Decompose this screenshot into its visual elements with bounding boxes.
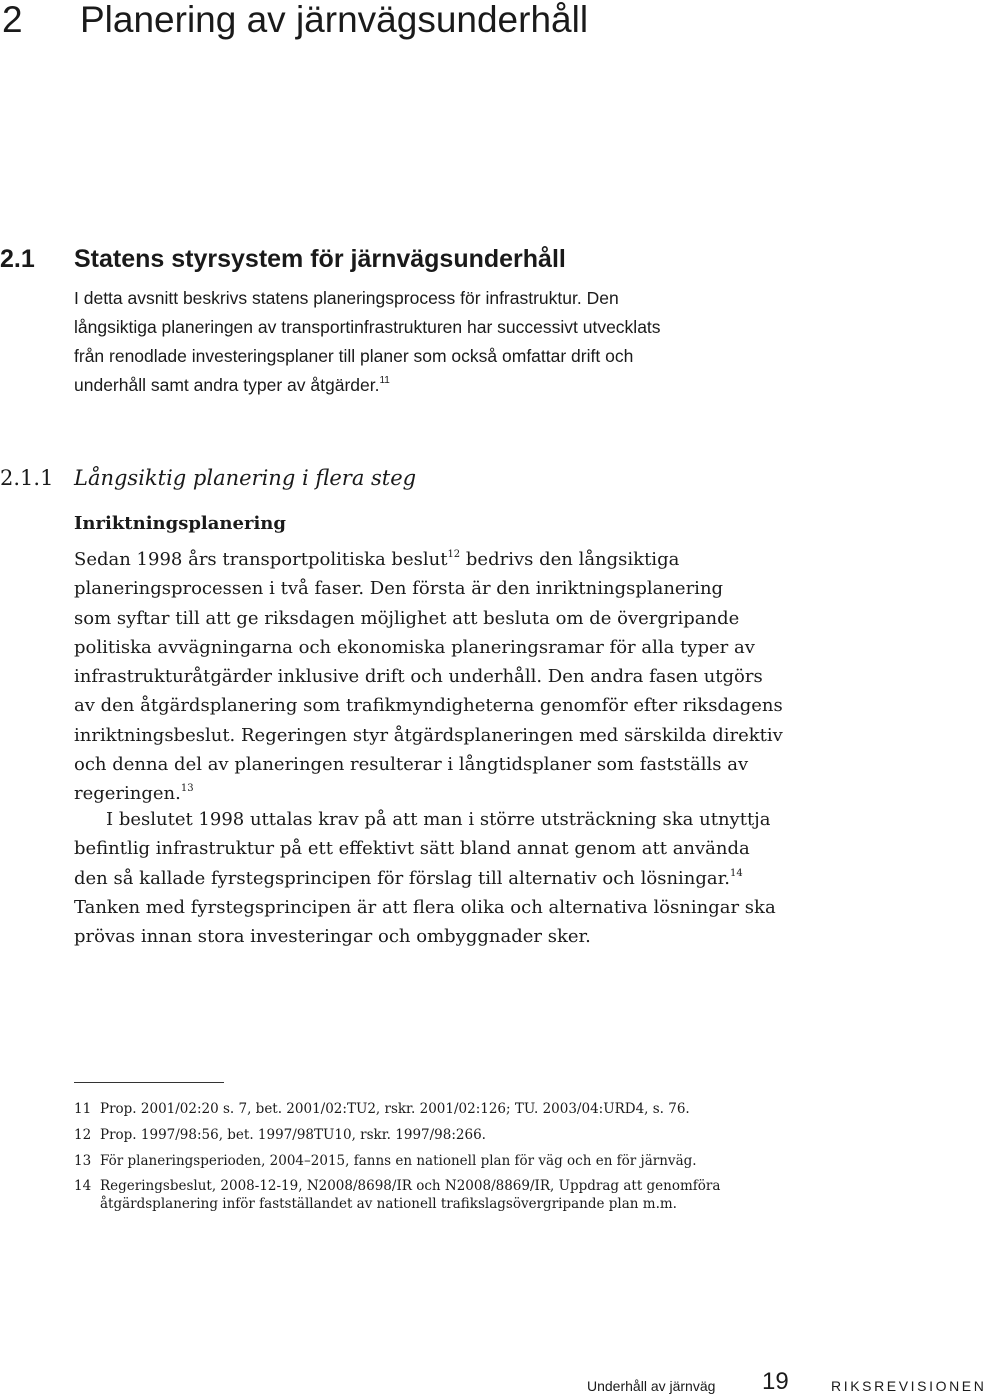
- text-line: från renodlade investeringsplaner till planer som också omfattar drift och: [74, 346, 634, 366]
- text-line: och denna del av planeringen resulterar i långtidsplaner som fastställs av: [74, 754, 749, 776]
- footnote-divider: [74, 1082, 224, 1083]
- section-title: Statens styrsystem för järnvägsunderhåll: [74, 245, 566, 273]
- subsection-title: Långsiktig planering i flera steg: [74, 466, 417, 490]
- text-line: åtgärdsplanering inför fastställandet av nationell trafikslagsövergripande plan m.m.: [100, 1196, 677, 1212]
- text-span: Sedan 1998 års transportpolitiska beslut: [74, 549, 448, 570]
- footnote-number: 14: [74, 1178, 92, 1194]
- text-line: inriktningsbeslut. Regeringen styr åtgärdsplaneringen med särskilda direktiv: [74, 724, 783, 746]
- text-span: den så kallade fyrstegsprincipen för förslag till alternativ och lösningar.: [74, 867, 730, 889]
- text-line: I beslutet 1998 uttalas krav på att man i större utsträckning ska utnyttja: [106, 809, 771, 830]
- footnote-number: 12: [74, 1127, 92, 1143]
- text-line: Prop. 1997/98:56, bet. 1997/98TU10, rskr. 1997/98:266.: [100, 1127, 486, 1143]
- run-in-heading: Inriktningsplanering: [74, 513, 286, 534]
- footnote-ref[interactable]: 11: [379, 375, 390, 386]
- text-span: bedrivs den långsiktiga: [460, 549, 680, 570]
- footnote-text: [100, 1152, 697, 1170]
- text-line: I detta avsnitt beskrivs statens planeringsprocess för infrastruktur. Den: [74, 288, 619, 308]
- body-paragraph-2: [74, 805, 944, 951]
- footer-document-title: Underhåll av järnväg: [587, 1378, 716, 1394]
- footnote-number: 11: [74, 1101, 92, 1117]
- section-intro-paragraph: [74, 284, 934, 400]
- text-line: långsiktiga planeringen av transportinfrastrukturen har successivt utvecklats: [74, 317, 661, 337]
- text-line: [74, 545, 944, 574]
- footnote-ref[interactable]: 12: [447, 549, 461, 560]
- footnote-text: [100, 1126, 486, 1144]
- text-line: planeringsprocessen i två faser. Den första är den inriktningsplanering: [74, 578, 724, 600]
- text-line: infrastrukturåtgärder inklusive drift och underhåll. Den andra fasen utgörs: [74, 666, 763, 688]
- footnote-ref[interactable]: 13: [180, 783, 194, 795]
- chapter-number: 2: [2, 0, 23, 40]
- text-line: av den åtgärdsplanering som trafikmyndigheterna genomför efter riksdagens: [74, 695, 783, 717]
- footnote-number: 13: [74, 1153, 92, 1169]
- footnote-text: [100, 1100, 690, 1118]
- text-line: Prop. 2001/02:20 s. 7, bet. 2001/02:TU2, rskr. 2001/02:126; TU. 2003/04:URD4, s. 76.: [100, 1101, 690, 1117]
- text-line: politiska avvägningarna och ekonomiska planeringsramar för alla typer av: [74, 636, 755, 658]
- text-line: För planeringsperioden, 2004–2015, fanns en nationell plan för väg och en för järnväg.: [100, 1153, 697, 1169]
- text-line: [74, 864, 944, 893]
- page-number: 19: [762, 1368, 789, 1395]
- text-line: som syftar till att ge riksdagen möjlighet att besluta om de övergripande: [74, 607, 740, 629]
- subsection-number: 2.1.1: [0, 466, 54, 490]
- section-heading: [0, 244, 566, 274]
- section-number: 2.1: [0, 245, 35, 273]
- text-line: befintlig infrastruktur på ett effektivt sätt bland annat genom att använda: [74, 838, 750, 860]
- text-line: Tanken med fyrstegsprincipen är att flera olika och alternativa lösningar ska: [74, 896, 776, 918]
- publisher-logo: RIKSREVISIONEN: [831, 1378, 986, 1394]
- chapter-title: [0, 0, 588, 40]
- chapter-title-text: Planering av järnvägsunderhåll: [80, 0, 589, 40]
- footnote-text: [100, 1177, 720, 1213]
- text-span: underhåll samt andra typer av åtgärder.: [74, 375, 380, 395]
- subsection-heading: [0, 463, 416, 493]
- text-span: regeringen.: [74, 783, 181, 805]
- text-line: Regeringsbeslut, 2008-12-19, N2008/8698/IR och N2008/8869/IR, Uppdrag att genomföra: [100, 1178, 721, 1194]
- body-paragraph-1: [74, 545, 944, 809]
- text-line: [74, 371, 934, 400]
- text-line: prövas innan stora investeringar och ombyggnader sker.: [74, 926, 591, 948]
- footnote-ref[interactable]: 14: [730, 867, 743, 879]
